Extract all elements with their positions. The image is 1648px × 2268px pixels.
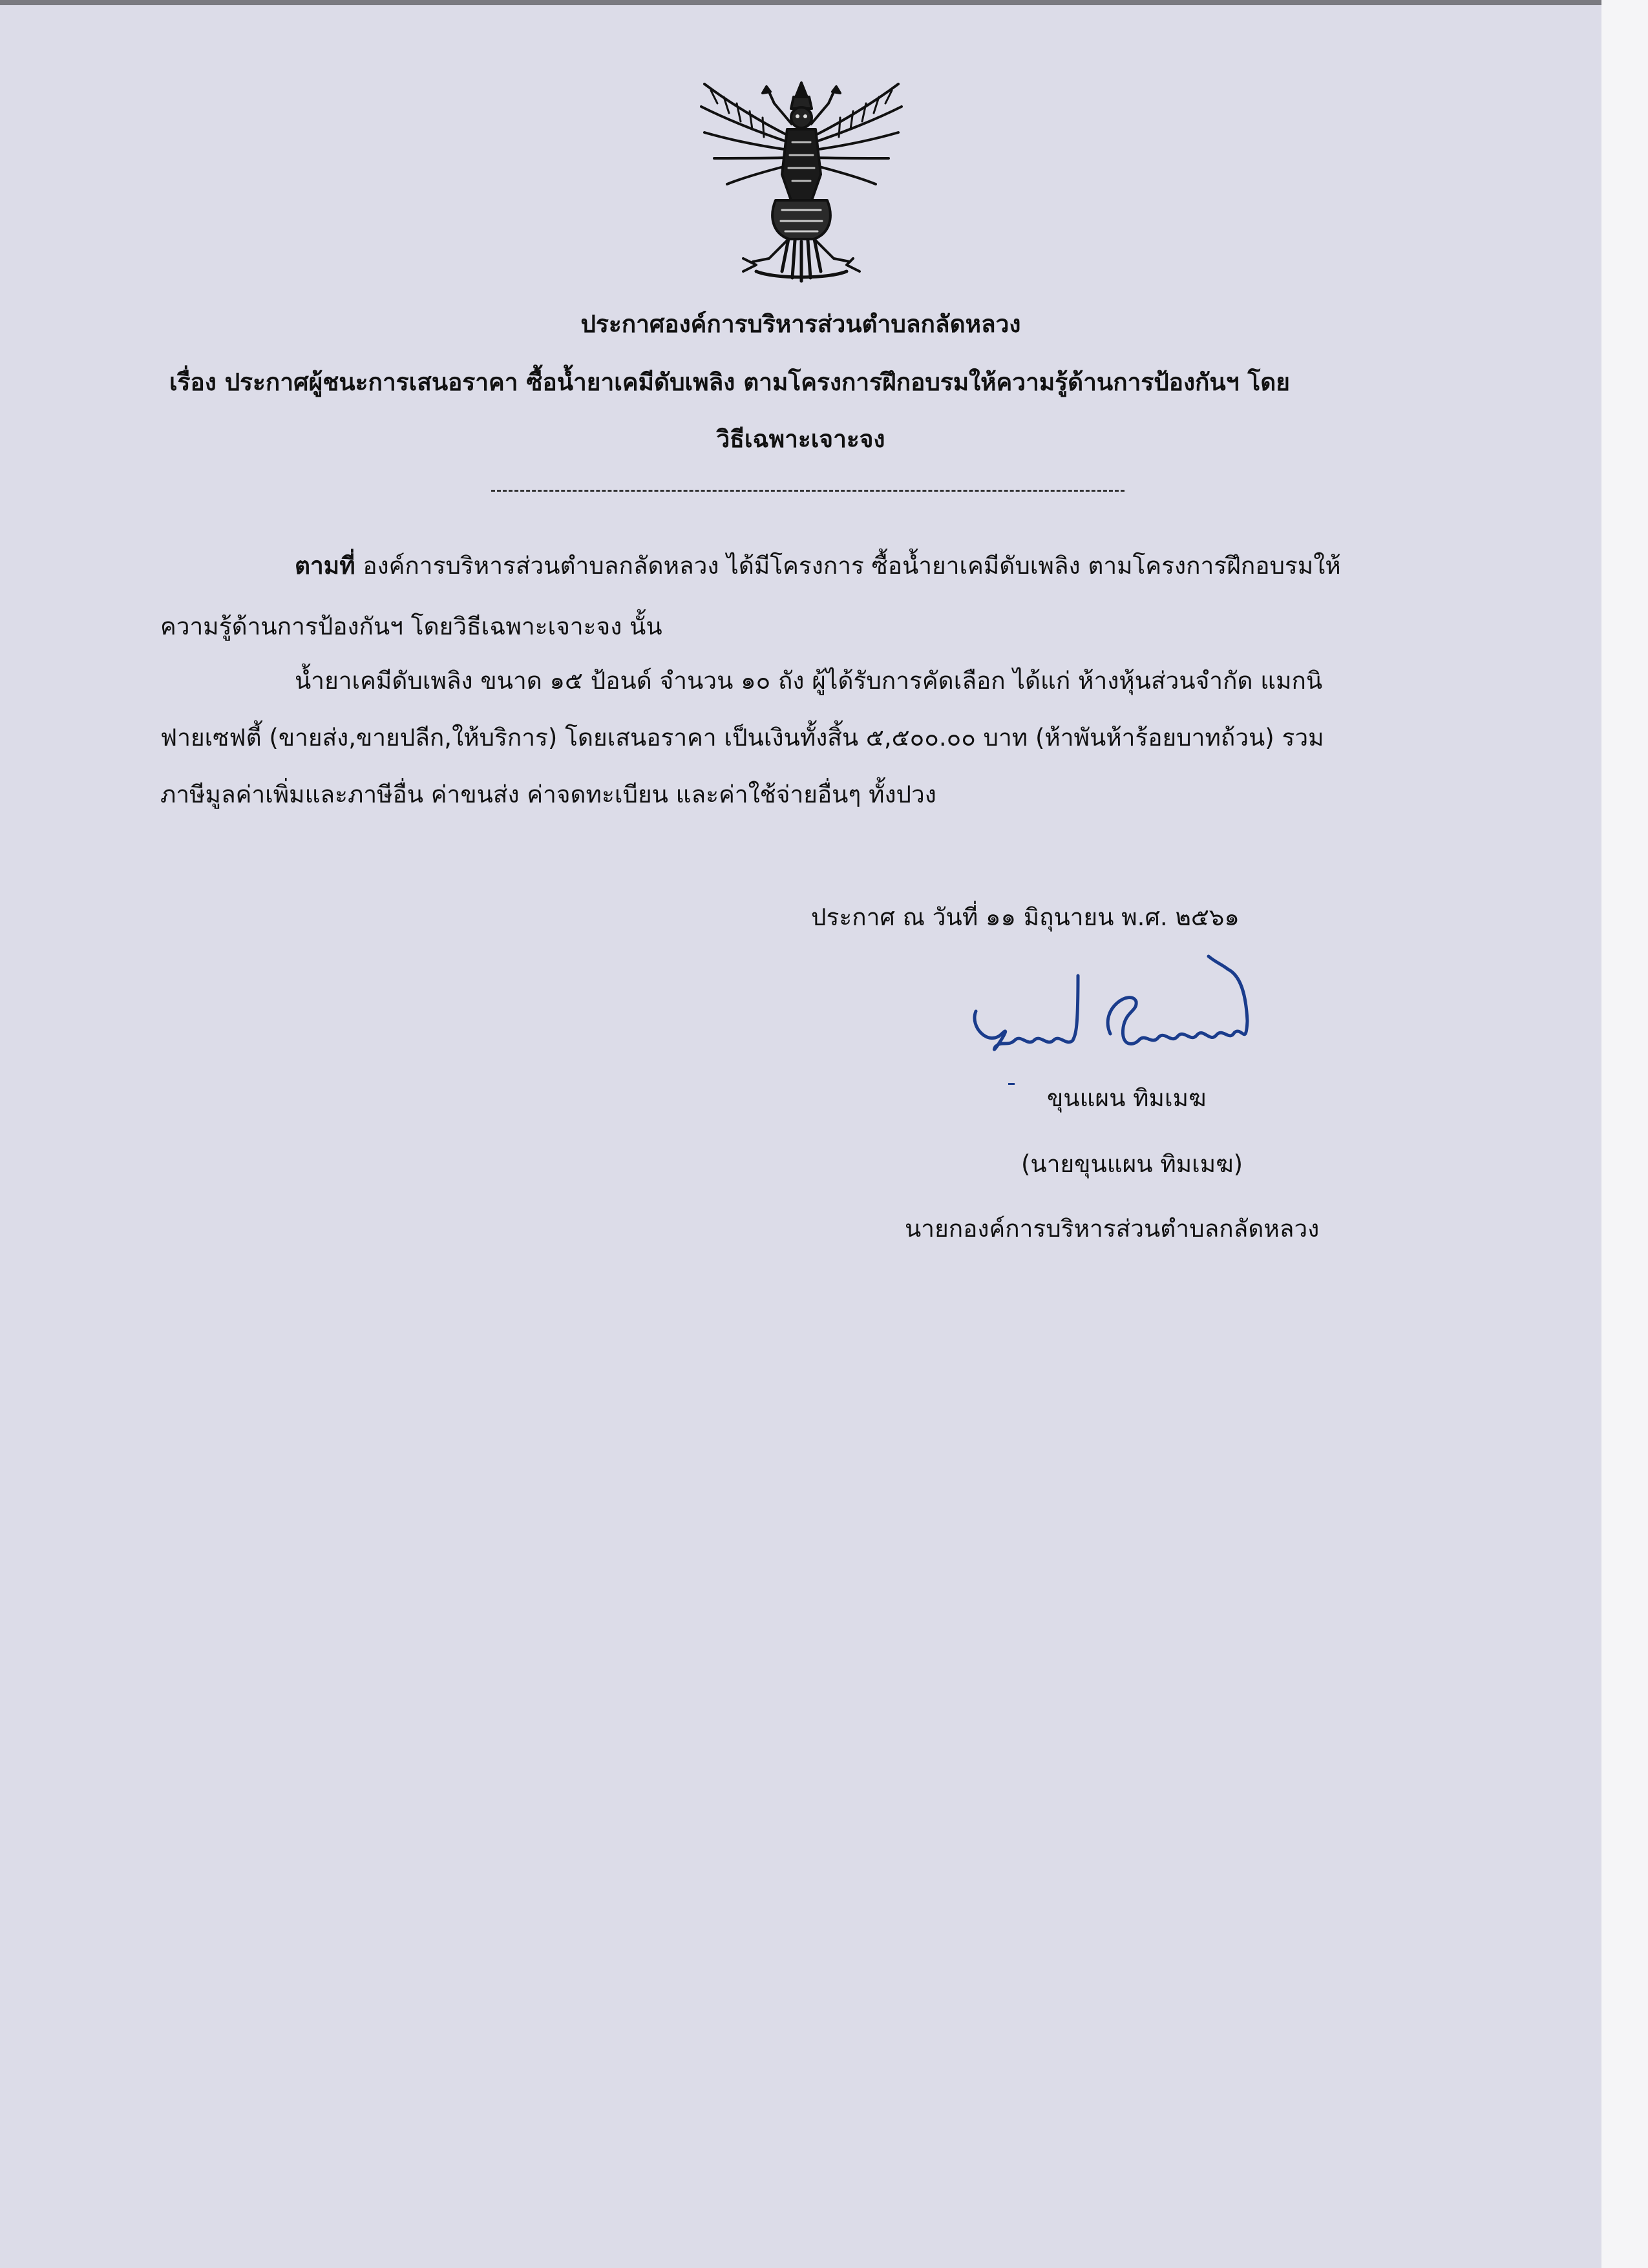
garuda-emblem xyxy=(692,78,911,291)
handwritten-signature xyxy=(963,950,1325,1079)
paragraph-1-line-1 xyxy=(295,551,1341,582)
paragraph-1-line-2: ความรู้ด้านการป้องกันฯ โดยวิธีเฉพาะเจาะจง นั้น xyxy=(160,613,662,640)
paragraph-1-text: องค์การบริหารส่วนตำบลกลัดหลวง ได้มีโครงการ ซื้อน้ำยาเคมีดับเพลิง ตามโครงการฝึกอบรมให้ xyxy=(363,552,1341,580)
signer-handwritten-name: ขุนแผน ทิมเมฆ xyxy=(1047,1084,1207,1112)
scan-top-edge xyxy=(0,0,1601,5)
header-separator xyxy=(491,490,1125,492)
announcement-date: ประกาศ ณ วันที่ ๑๑ มิถุนายน พ.ศ. ๒๕๖๑ xyxy=(811,903,1240,931)
paragraph-2-line-2: ฟายเซฟตี้ (ขายส่ง,ขายปลีก,ให้บริการ) โดยเสนอราคา เป็นเงินทั้งสิ้น ๕,๕๐๐.๐๐ บาท (ห้าพันห้าร้อยบาทถ้วน) รวม xyxy=(160,724,1324,751)
signer-title: นายกองค์การบริหารส่วนตำบลกลัดหลวง xyxy=(905,1215,1320,1243)
signer-full-name: (นายขุนแผน ทิมเมฆ) xyxy=(1021,1150,1243,1178)
paragraph-2-line-3: ภาษีมูลค่าเพิ่มและภาษีอื่น ค่าขนส่ง ค่าจดทะเบียน และค่าใช้จ่ายอื่นๆ ทั้งปวง xyxy=(160,781,936,808)
paragraph-1-lead: ตามที่ xyxy=(295,552,355,580)
org-announcement-title: ประกาศองค์การบริหารส่วนตำบลกลัดหลวง xyxy=(580,310,1021,338)
subject-line-2: วิธีเฉพาะเจาะจง xyxy=(716,425,885,453)
subject-line-1: เรื่อง ประกาศผู้ชนะการเสนอราคา ซื้อน้ำยาเคมีดับเพลิง ตามโครงการฝึกอบรมให้ความรู้ด้านการป้องกันฯ โดย xyxy=(169,368,1290,396)
signature-tick xyxy=(1008,1083,1015,1085)
scan-right-margin xyxy=(1601,0,1648,2268)
paragraph-2-line-1: น้ำยาเคมีดับเพลิง ขนาด ๑๕ ป้อนด์ จำนวน ๑๐ ถัง ผู้ได้รับการคัดเลือก ได้แก่ ห้างหุ้นส่วนจำกัด แมกนิ xyxy=(295,667,1323,695)
